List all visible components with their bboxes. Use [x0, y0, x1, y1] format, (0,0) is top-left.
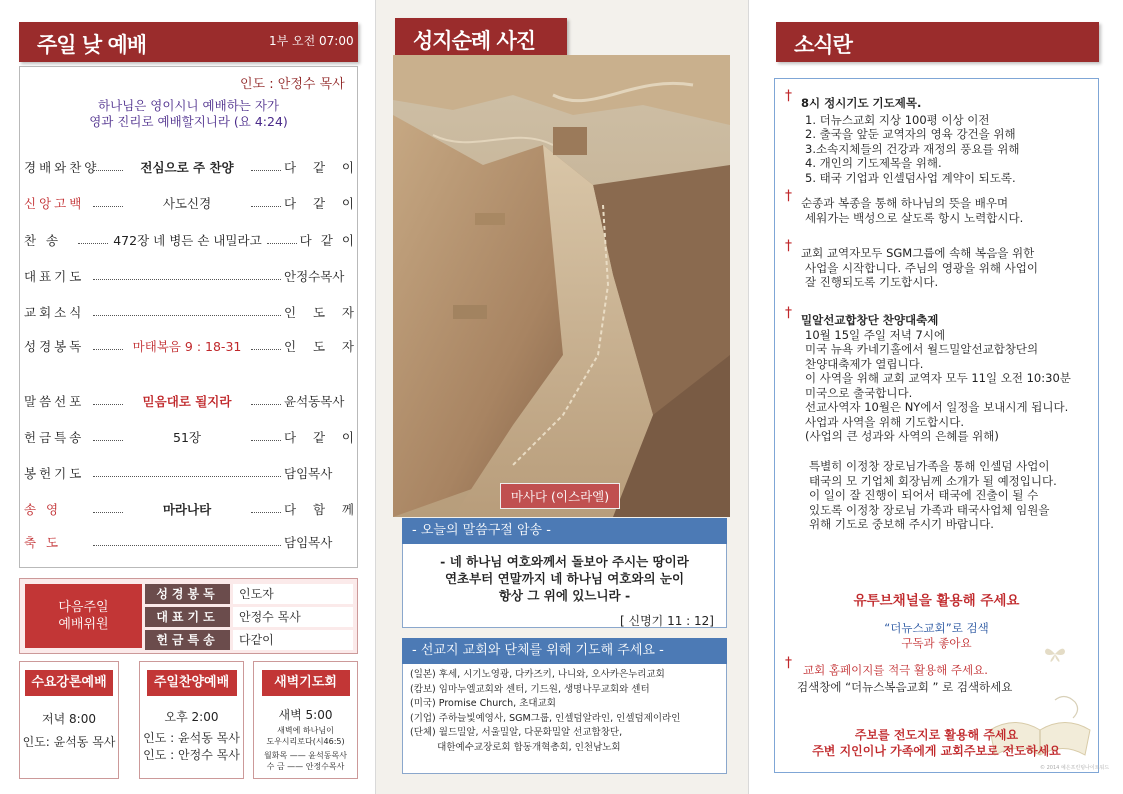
order-item: 51장	[173, 430, 201, 445]
order-item: 472장 네 병든 손 내밀라고	[113, 233, 262, 248]
verse-line: - 네 하나님 여호와께서 돌보아 주시는 땅이라	[440, 554, 689, 569]
service-line: 월화목 —— 윤석동목사	[264, 751, 347, 760]
news-line: 3.소속지체들의 건강과 재정의 풍요를 위해	[805, 141, 1020, 156]
news-line: (사업의 큰 성과와 사역의 은혜를 위해)	[805, 429, 999, 443]
news-line: 잘 진행되도록 기도합시다.	[805, 275, 939, 289]
cross-icon: †	[785, 188, 792, 204]
order-person: 윤석동목사	[284, 394, 345, 409]
leader: 인도 : 안정수 목사	[240, 77, 345, 92]
cross-icon: †	[785, 238, 792, 254]
news-item-prayer	[801, 96, 1019, 185]
next-week-label-1: 다음주일	[58, 600, 109, 615]
news-item-thailand	[809, 459, 1057, 532]
worship-title-text: 주일 낮 예배	[37, 33, 147, 57]
leader-dots	[93, 505, 123, 513]
order-label: 송 영	[24, 502, 62, 517]
news-line: 이 일이 잘 진행이 되어서 태국에 진출이 될 수	[809, 488, 1039, 502]
leader-dots	[93, 469, 281, 477]
order-row	[24, 428, 354, 446]
order-row	[24, 392, 354, 410]
service-title: 새벽기도회	[262, 670, 350, 696]
masada-illustration	[393, 55, 730, 517]
order-label: 성경봉독	[24, 339, 85, 354]
order-row	[24, 500, 354, 518]
service-line: 수 금 —— 안정수목사	[266, 762, 345, 771]
order-item: 마태복음 9 : 18-31	[132, 339, 242, 354]
order-person: 안정수목사	[284, 269, 345, 284]
call-line-1: 하나님은 영이시니 예배하는 자가	[98, 98, 279, 113]
duty-name: 다같이	[233, 630, 353, 650]
homepage-line: 교회 홈페이지를 적극 활용해 주세요.	[803, 663, 988, 677]
order-label: 축 도	[24, 535, 62, 550]
news-line: 미국으로 출국합니다.	[805, 385, 913, 400]
duty-name: 안정수 목사	[233, 607, 353, 627]
masada-photo	[393, 55, 730, 517]
leader-dots	[251, 397, 281, 405]
order-person: 다 함 께	[284, 502, 354, 517]
news-item-heading: 밀알선교합창단 찬양대축제	[801, 313, 939, 327]
order-label: 대표기도	[24, 269, 85, 284]
photo-title-text: 성지순례 사진	[413, 29, 536, 53]
order-label: 경배와찬양	[24, 160, 100, 175]
leader-dots	[78, 236, 108, 244]
news-line: 있도록 이정창 장로님 가족과 태국사업체 임원을	[809, 502, 1050, 517]
news-line: 순종과 복종을 통해 하나님의 뜻을 배우며	[801, 196, 1009, 210]
sunday-praise-service	[139, 661, 244, 779]
order-row	[24, 337, 354, 355]
leader-dots	[251, 163, 281, 171]
leader-dots	[251, 199, 281, 207]
leader-dots	[251, 433, 281, 441]
service-title: 주일찬양예배	[147, 670, 237, 696]
cross-icon: †	[785, 305, 792, 321]
order-person: 담임목사	[284, 535, 333, 550]
photo-caption: 마사다 (이스라엘)	[500, 483, 620, 509]
mission-item: (일본) 후세, 시기노영광, 다카즈키, 나니와, 오사카은누리교회	[410, 669, 665, 680]
leader-dots	[251, 342, 281, 350]
verse-text	[402, 553, 727, 604]
order-row	[24, 194, 354, 212]
news-line: 사업과 사역을 위해 기도합시다.	[805, 414, 965, 429]
call-to-worship	[19, 98, 358, 130]
news-line: 5. 태국 기업과 인셀덤사업 계약이 되도록.	[805, 170, 1016, 185]
order-item: 사도신경	[162, 196, 212, 211]
news-line: 사업을 시작합니다. 주님의 영광을 위해 사업이	[805, 260, 1039, 275]
news-line: 교회 교역자모두 SGM그룹에 속해 복음을 위한	[801, 246, 1035, 260]
order-label: 찬 송	[24, 233, 62, 248]
duty-role: 헌금특송	[145, 630, 230, 650]
order-label: 신앙고백	[24, 196, 85, 211]
duty-role: 성경봉독	[145, 584, 230, 604]
cross-icon: †	[785, 655, 792, 671]
mission-item: (캄보) 임마누엘교회와 센터, 기드원, 생명나무교회와 센터	[410, 683, 650, 695]
order-person: 다 같 이	[284, 160, 354, 175]
order-label: 교회소식	[24, 305, 85, 320]
leader-dots	[93, 199, 123, 207]
leader-dots	[93, 163, 123, 171]
order-row	[24, 158, 354, 176]
news-line: 10월 15일 주일 저녁 7시에	[805, 327, 946, 342]
duty-role: 대표기도	[145, 607, 230, 627]
news-line: 미국 뉴욕 카네기홀에서 월드밀알선교합창단의	[805, 342, 1039, 356]
mission-list	[410, 668, 725, 755]
duty-name: 인도자	[233, 584, 353, 604]
photo-title	[395, 18, 567, 58]
dawn-prayer-service	[253, 661, 358, 779]
service-line: 인도 : 안정수 목사	[143, 748, 240, 762]
verse-line: 항상 그 위에 있느니라 -	[498, 588, 631, 603]
leader-dots	[93, 272, 281, 280]
order-row	[24, 464, 354, 482]
news-line: 위해 기도로 중보해 주시기 바랍니다.	[809, 517, 994, 531]
panel-divider	[748, 0, 749, 794]
news-title-text: 소식란	[794, 33, 852, 57]
service-line: 새벽에 하나님이	[277, 726, 334, 735]
next-week-label-2: 예배위원	[58, 617, 109, 632]
news-line: 1. 더뉴스교회 지상 100평 이상 이전	[805, 112, 990, 127]
news-line: 세워가는 백성으로 살도록 항시 노력합시다.	[805, 210, 1024, 225]
news-item-business	[801, 246, 1038, 290]
order-person: 담임목사	[284, 466, 333, 481]
order-person: 다 같 이	[284, 430, 354, 445]
service-title: 수요강론예배	[25, 670, 113, 696]
next-week-box	[19, 578, 358, 654]
youtube-subscribe: 구독과 좋아요	[901, 636, 972, 650]
closing-line: 주보를 전도지로 활용해 주세요	[854, 728, 1019, 742]
verse-line: 연초부터 연말까지 네 하나님 여호와의 눈이	[444, 571, 685, 586]
mission-heading: - 선교지 교회와 단체를 위해 기도해 주세요 -	[402, 638, 727, 664]
order-row	[24, 231, 354, 249]
order-person: 인 도 자	[284, 305, 354, 320]
mission-item: 대한예수교장로회 합동개혁총회, 인천남노회	[410, 741, 621, 753]
call-line-2: 영과 진리로 예배할지니라 (요 4:24)	[89, 114, 288, 129]
order-row	[24, 267, 354, 285]
order-label: 봉헌기도	[24, 466, 85, 481]
news-line: 태국의 모 기업체 회장님께 소개가 될 예정입니다.	[809, 473, 1057, 488]
butterfly-icon	[1043, 645, 1067, 663]
cross-icon: †	[785, 88, 792, 104]
leader-dots	[267, 236, 297, 244]
worship-title	[19, 22, 358, 62]
service-line: 인도 : 윤석동 목사	[143, 731, 240, 745]
order-person: 다 같 이	[299, 233, 354, 248]
leader-dots	[93, 342, 123, 350]
verse-reference: [ 신명기 11 : 12]	[620, 614, 714, 628]
order-label: 말씀선포	[24, 394, 85, 409]
order-row	[24, 533, 354, 551]
news-title	[776, 22, 1099, 62]
news-line: 찬양대축제가 열립니다.	[805, 356, 924, 371]
service-line: 새벽 5:00	[278, 708, 333, 722]
order-item: 전심으로 주 찬양	[140, 160, 234, 175]
news-line: 특별히 이정창 장로님가족을 통해 인셀덤 사업이	[809, 459, 1050, 473]
news-line: 4. 개인의 기도제목을 위해.	[805, 156, 942, 170]
order-item: 마라나타	[162, 502, 212, 517]
order-label: 헌금특송	[24, 430, 85, 445]
order-person: 다 같 이	[284, 196, 354, 211]
service-line: 도우시리로다(시46:5)	[266, 737, 345, 746]
youtube-heading: 유투브채널을 활용해 주세요	[853, 593, 1020, 609]
order-row	[24, 303, 354, 321]
leader-dots	[93, 397, 123, 405]
youtube-search: “더뉴스교회”로 검색	[884, 621, 989, 635]
duty-row	[145, 607, 353, 627]
news-item-heading: 8시 정시기도 기도제목.	[801, 96, 922, 110]
service-line: 저녁 8:00	[42, 712, 96, 726]
leader-dots	[93, 433, 123, 441]
news-item-choir	[801, 313, 1071, 444]
copyright: © 2014 예은프린팅나이트워드	[1040, 765, 1110, 771]
homepage-search: 검색창에 “더뉴스복음교회 ” 로 검색하세요	[797, 680, 1013, 694]
next-week-label	[25, 584, 142, 648]
left-panel	[0, 0, 375, 794]
closing-message	[775, 727, 1098, 759]
news-line: 2. 출국을 앞둔 교역자의 영육 강건을 위해	[805, 127, 1016, 141]
duty-row	[145, 584, 353, 604]
news-line: 선교사역자 10월은 NY에서 일정을 보내시게 됩니다.	[805, 400, 1069, 414]
closing-line: 주변 지인이나 가족에게 교회주보로 전도하세요	[812, 744, 1061, 758]
mission-item: (단체) 월드밀알, 서울밀알, 다문화밀알 선교합창단,	[410, 727, 623, 738]
leader-dots	[93, 308, 281, 316]
duty-row	[145, 630, 353, 650]
leader-dots	[93, 538, 281, 546]
order-item: 믿음대로 될지라	[142, 394, 232, 409]
news-line: 이 사역을 위해 교회 교역자 모두 11일 오전 10:30분	[805, 371, 1071, 385]
service-line: 오후 2:00	[164, 710, 219, 724]
mission-item: (기업) 주하늘빛예영사, SGM그룹, 인셀덤알라인, 인셀덤제이라인	[410, 712, 681, 724]
mission-item: (미국) Promise Church, 초대교회	[410, 698, 556, 709]
leader-dots	[251, 505, 281, 513]
order-person: 인 도 자	[284, 339, 354, 354]
service-time: 1부 오전 07:00	[269, 34, 354, 48]
service-line: 인도: 윤석동 목사	[22, 735, 116, 749]
news-item-obedience	[801, 196, 1023, 225]
wednesday-service	[19, 661, 119, 779]
verse-heading: - 오늘의 말씀구절 암송 -	[402, 518, 727, 544]
